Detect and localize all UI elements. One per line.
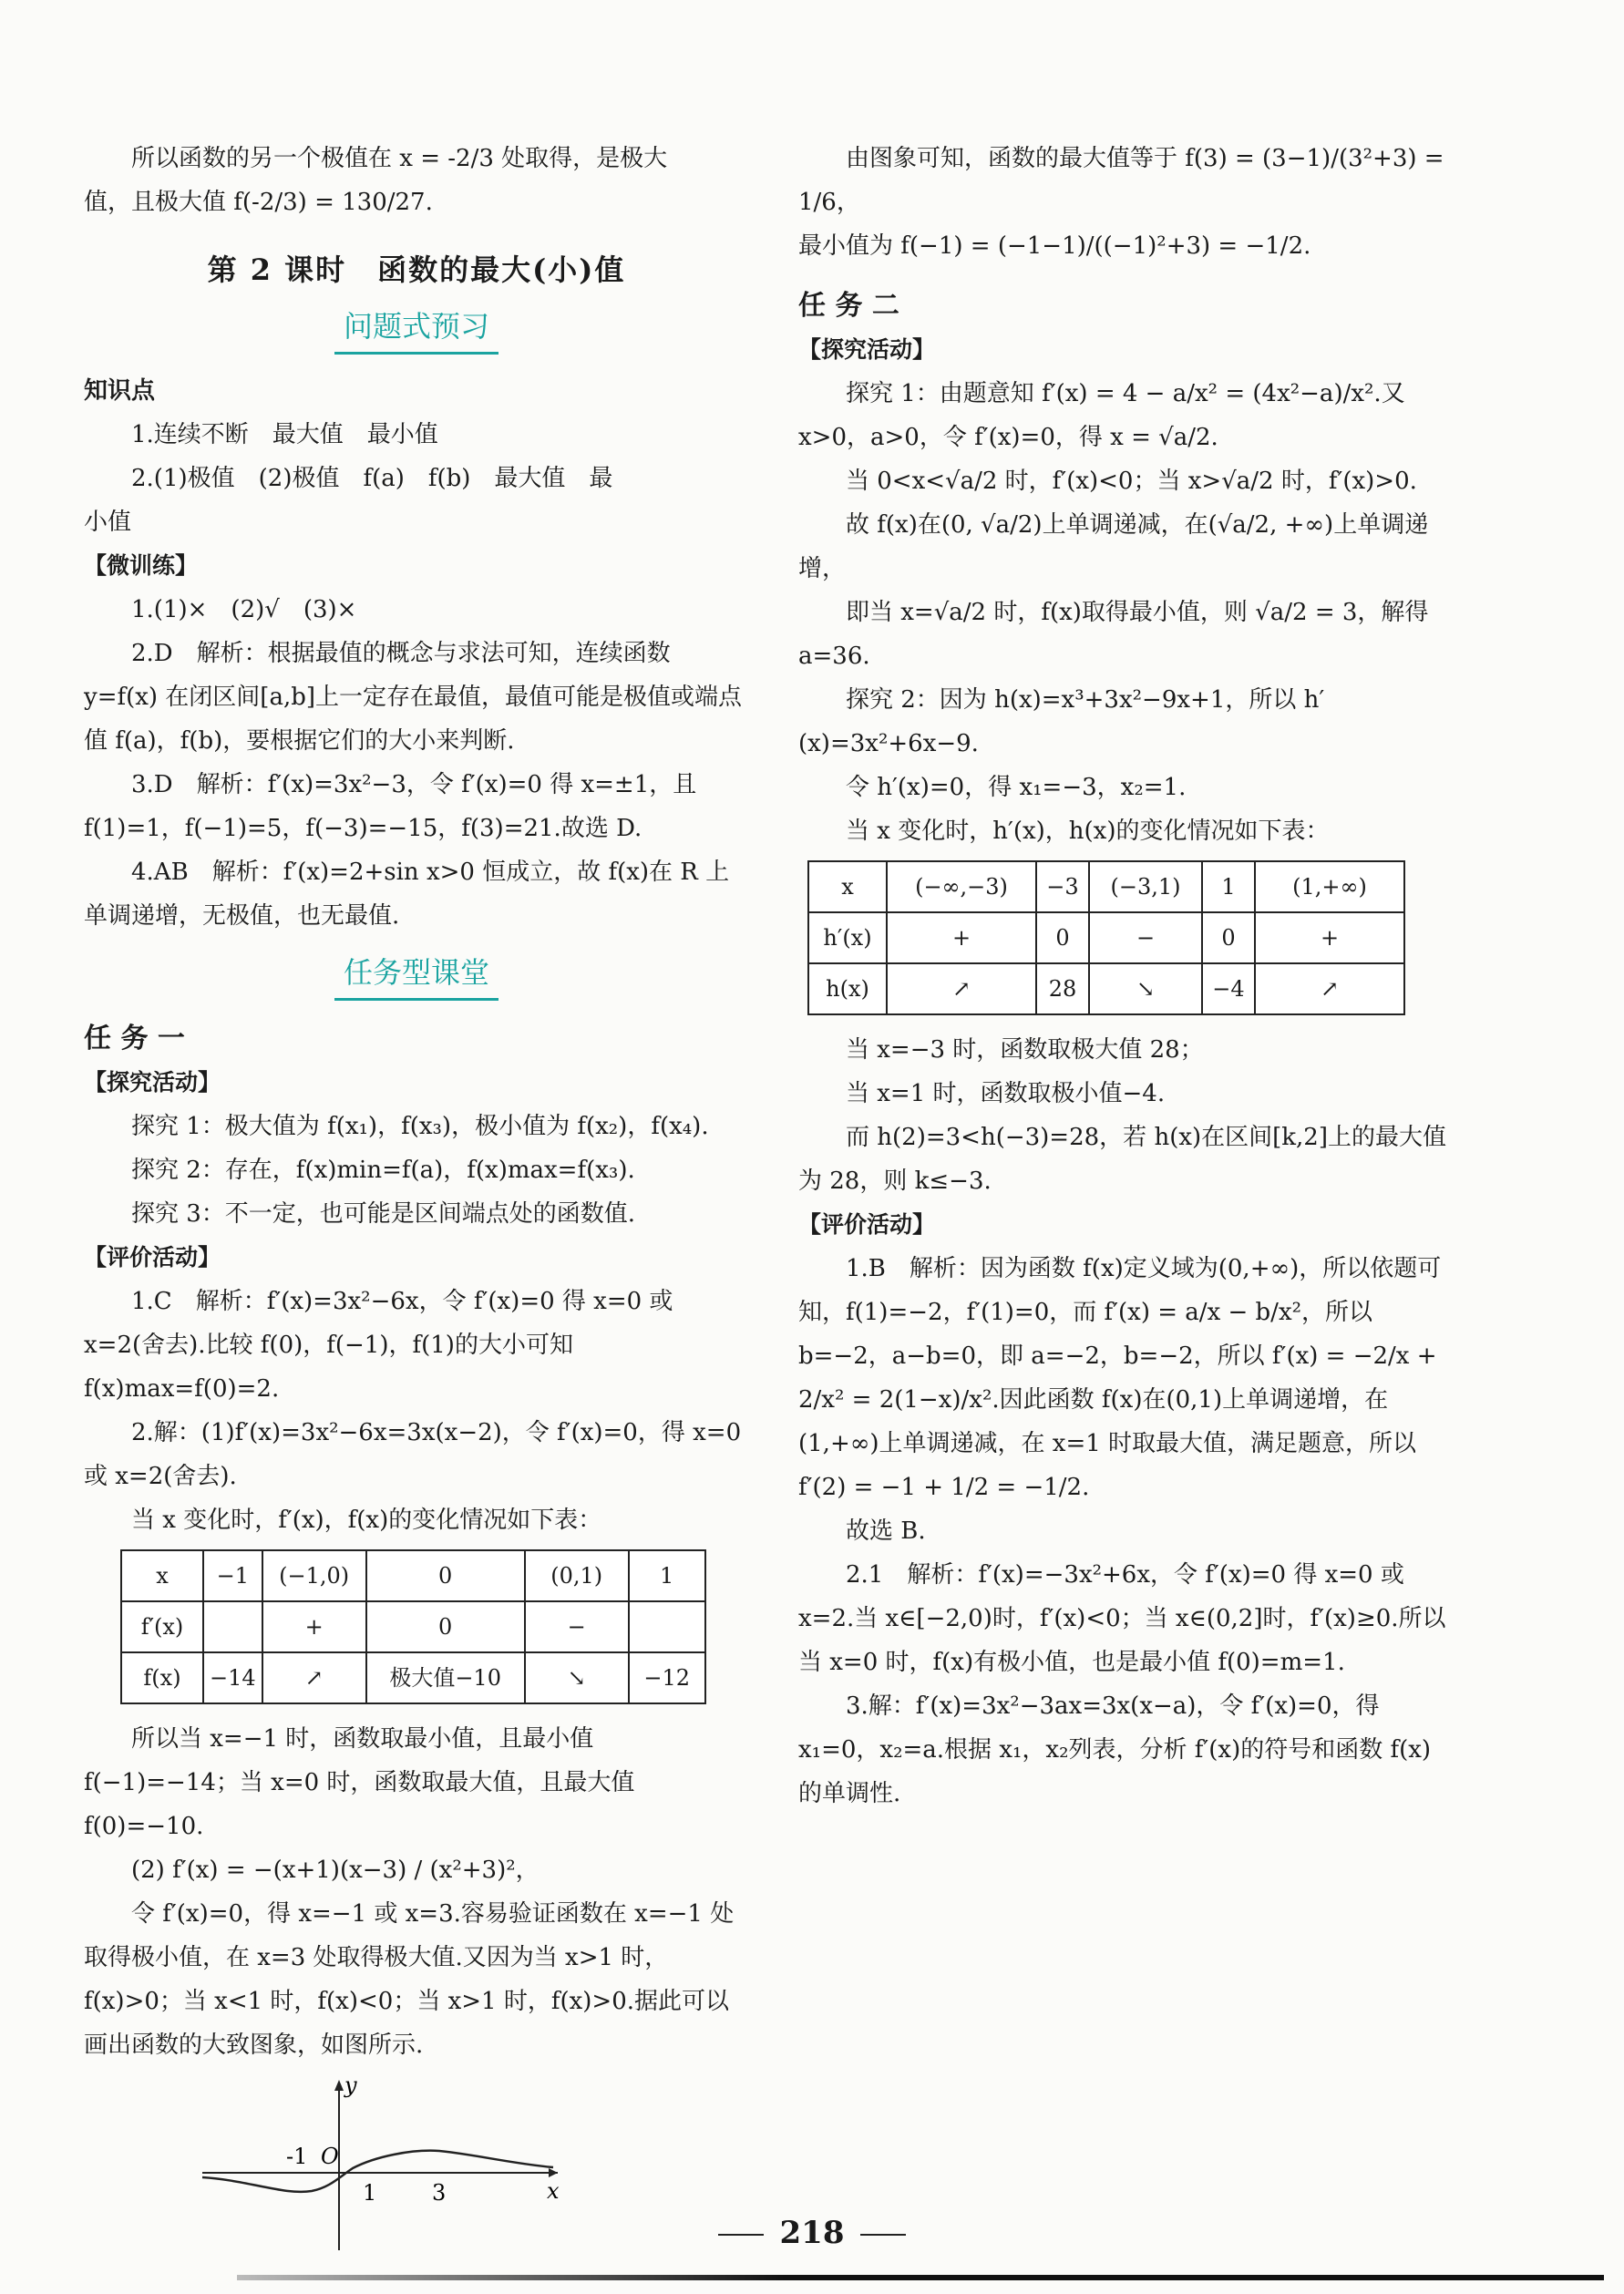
page-number: 218 [779,2215,845,2251]
y-label: y [344,2073,357,2098]
right-eval-3: 3.解：f′(x)=3x²−3ax=3x(x−a)，令 f′(x)=0，得 x₁=0，x₂=a.根据 x₁，x₂列表，分析 f′(x)的符号和函数 f(x)的单调性. [798,1692,1432,1807]
preview-heading [84,304,749,355]
variation-table-2 [807,860,1405,1015]
table-cell: h′(x) [808,912,887,963]
right-max-value: 由图象可知，函数的最大值等于 f(3) = (3−1)/(3²+3) = 1/6， [798,145,1444,216]
left-column [84,137,749,2255]
lesson-title: 第 2 课时 函数的最大(小)值 [207,252,626,287]
table-cell: 0 [366,1601,525,1652]
task-2-title: 任 务 二 [798,290,899,322]
right-column [798,137,1454,1816]
eval-2: 2.解：(1)f′(x)=3x²−6x=3x(x−2)，令 f′(x)=0，得 x=0 或 x=2(舍去). [84,1419,742,1490]
footer-dash-right [860,2234,906,2236]
task2-critical-points: 令 h′(x)=0，得 x₁=−3，x₂=1. [846,774,1187,801]
table-cell: h(x) [808,963,887,1014]
knowledge-2b: 小值 [84,509,132,536]
explore-label-1: 【探究活动】 [84,1069,221,1096]
intro-line-2: 值，且极大值 f(-2/3) = 130/27. [84,189,433,216]
table-cell: −3 [1036,861,1089,912]
knowledge-1: 1.连续不断 最大值 最小值 [131,421,438,448]
table-cell: −12 [629,1652,705,1703]
function-curve [202,2151,553,2192]
intro-line-1: 所以函数的另一个极值在 x = -2/3 处取得，是极大 [131,145,668,172]
y-axis-arrow [334,2080,344,2091]
table-cell [203,1601,262,1652]
tick-1: 1 [363,2180,377,2206]
micro-1: 1.(1)× (2)√ (3)× [131,596,357,623]
origin-label: O [321,2144,339,2169]
table-cell: + [1255,912,1404,963]
table-cell: f(x) [121,1652,203,1703]
micro-training-label: 【微训练】 [84,552,199,579]
table-cell: (−3,1) [1089,861,1202,912]
task2-max-note: 当 x=−3 时，函数取极大值 28； [846,1036,1204,1064]
table-cell: ↗ [1255,963,1404,1014]
table-cell: 1 [1202,861,1255,912]
x-label: x [547,2178,560,2204]
knowledge-label: 知识点 [84,377,156,405]
table-cell: ↗ [887,963,1036,1014]
bottom-rule [237,2275,1604,2280]
table-cell: (1,+∞) [1255,861,1404,912]
task2-sign-analysis: 当 0<x<√a/2 时，f′(x)<0；当 x>√a/2 时，f′(x)>0. [846,468,1417,495]
page-footer [0,2215,1624,2251]
eval-1: 1.C 解析：f′(x)=3x²−6x，令 f′(x)=0 得 x=0 或 x=2(舍去).比较 f(0)，f(−1)，f(1)的大小可知 f(x)max=f(0)=2. [84,1288,673,1403]
task2-min-note: 当 x=1 时，函数取极小值−4. [846,1080,1166,1107]
task1-explore-1: 探究 1：极大值为 f(x₁)，f(x₃)，极小值为 f(x₂)，f(x₄). [131,1113,709,1140]
table-row [808,912,1404,963]
task2-k-range: 而 h(2)=3<h(−3)=28，若 h(x)在区间[k,2]上的最大值为 28，则 k≤−3. [798,1124,1446,1195]
table-row [121,1550,705,1601]
eval-2-part2-derivative: (2) f′(x) = −(x+1)(x−3) / (x²+3)²， [131,1857,540,1884]
right-eval-1-answer: 故选 B. [846,1517,926,1545]
task1-explore-3: 探究 3：不一定，也可能是区间端点处的函数值. [131,1200,636,1228]
x-axis-arrow [549,2168,558,2177]
table-cell: − [1089,912,1202,963]
tick-neg1: -1 [286,2144,308,2169]
right-eval-2: 2.1 解析：f′(x)=−3x²+6x，令 f′(x)=0 得 x=0 或 x=2.当 x∈[−2,0)时，f′(x)<0；当 x∈(0,2]时，f′(x)≥0.所以当 x=0 时，f(x)有极小值，也是最小值 f(0)=m=1. [798,1561,1446,1676]
preview-heading-text: 问题式预习 [334,304,499,355]
class-heading [84,951,749,1001]
table-cell: 0 [1202,912,1255,963]
table-cell: 0 [1036,912,1089,963]
table-cell: + [262,1601,366,1652]
table-cell: ↗ [262,1652,366,1703]
task2-solve-a: 即当 x=√a/2 时，f(x)取得最小值，则 √a/2 = 3，解得 a=36. [798,599,1429,670]
table-cell: ↘ [525,1652,629,1703]
task2-explore-2: 探究 2：因为 h(x)=x³+3x²−9x+1，所以 h′(x)=3x²+6x−9. [798,686,1325,757]
table-cell: 28 [1036,963,1089,1014]
table-row [808,861,1404,912]
micro-3: 3.D 解析：f′(x)=3x²−3，令 f′(x)=0 得 x=±1，且 f(1)=1，f(−1)=5，f(−3)=−15，f(3)=21.故选 D. [84,771,697,842]
micro-4: 4.AB 解析：f′(x)=2+sin x>0 恒成立，故 f(x)在 R 上单调递增，无极值，也无最值. [84,859,730,930]
table-cell: + [887,912,1036,963]
table-cell: (−∞,−3) [887,861,1036,912]
table-cell: ↘ [1089,963,1202,1014]
right-eval-1: 1.B 解析：因为函数 f(x)定义域为(0,+∞)，所以依题可知，f(1)=−2，f′(1)=0，而 f′(x) = a/x − b/x²，所以 b=−2，a−b=0，即 a=−2，b=−2，所以 f′(x) = −2/x + 2/x² = 2(1−x)/x².因此函数 f(x)在(0,1)上单调递增，在(1,+∞)上单调递减，在 x=1 时取最大值，满足题意，所以 f′(2) = −1 + 1/2 = −1/2. [798,1255,1442,1501]
class-heading-text: 任务型课堂 [334,951,499,1001]
task1-explore-2: 探究 2：存在，f(x)min=f(a)，f(x)max=f(x₃). [131,1157,635,1184]
eval-label-2: 【评价活动】 [798,1211,936,1238]
task2-monotonicity: 故 f(x)在(0, √a/2)上单调递减，在(√a/2, +∞)上单调递增， [798,511,1429,582]
table-cell: 1 [629,1550,705,1601]
table-cell: f′(x) [121,1601,203,1652]
table-cell: −1 [203,1550,262,1601]
knowledge-2a: 2.(1)极值 (2)极值 f(a) f(b) 最大值 最 [131,465,613,492]
task-1-title: 任 务 一 [84,1023,185,1054]
table-row [121,1601,705,1652]
table-cell: (0,1) [525,1550,629,1601]
eval-label-1: 【评价活动】 [84,1244,221,1270]
table-row [121,1652,705,1703]
table-cell: 极大值−10 [366,1652,525,1703]
right-min-value: 最小值为 f(−1) = (−1−1)/((−1)²+3) = −1/2. [798,232,1311,260]
table-cell: x [121,1550,203,1601]
table-cell: − [525,1601,629,1652]
task2-table-intro: 当 x 变化时，h′(x)，h(x)的变化情况如下表： [846,818,1330,845]
footer-dash-left [718,2234,764,2236]
table-cell: −4 [1202,963,1255,1014]
table-cell: x [808,861,887,912]
variation-table-1 [120,1549,706,1704]
table-cell: −14 [203,1652,262,1703]
eval-2-part2-analysis: 令 f′(x)=0，得 x=−1 或 x=3.容易验证函数在 x=−1 处取得极小值，在 x=3 处取得极大值.又因为当 x>1 时，f(x)>0；当 x<1 时，f(x)<0；当 x>1 时，f(x)>0.据此可以画出函数的大致图象，如图所示. [84,1900,735,2059]
tick-3: 3 [432,2180,447,2206]
explore-label-2: 【探究活动】 [798,336,936,363]
table-row [808,963,1404,1014]
table-cell: (−1,0) [262,1550,366,1601]
table-cell [629,1601,705,1652]
task2-explore-1: 探究 1：由题意知 f′(x) = 4 − a/x² = (4x²−a)/x².又 x>0，a>0，令 f′(x)=0，得 x = √a/2. [798,380,1405,451]
eval-2-table-intro: 当 x 变化时，f′(x)，f(x)的变化情况如下表： [131,1507,602,1534]
eval-2-conclusion: 所以当 x=−1 时，函数取最小值，且最小值 f(−1)=−14；当 x=0 时，函数取最大值，且最大值 f(0)=−10. [84,1725,635,1840]
table-cell: 0 [366,1550,525,1601]
micro-2: 2.D 解析：根据最值的概念与求法可知，连续函数 y=f(x) 在闭区间[a,b]上一定存在最值，最值可能是极值或端点值 f(a)，f(b)，要根据它们的大小来判断. [84,640,743,755]
